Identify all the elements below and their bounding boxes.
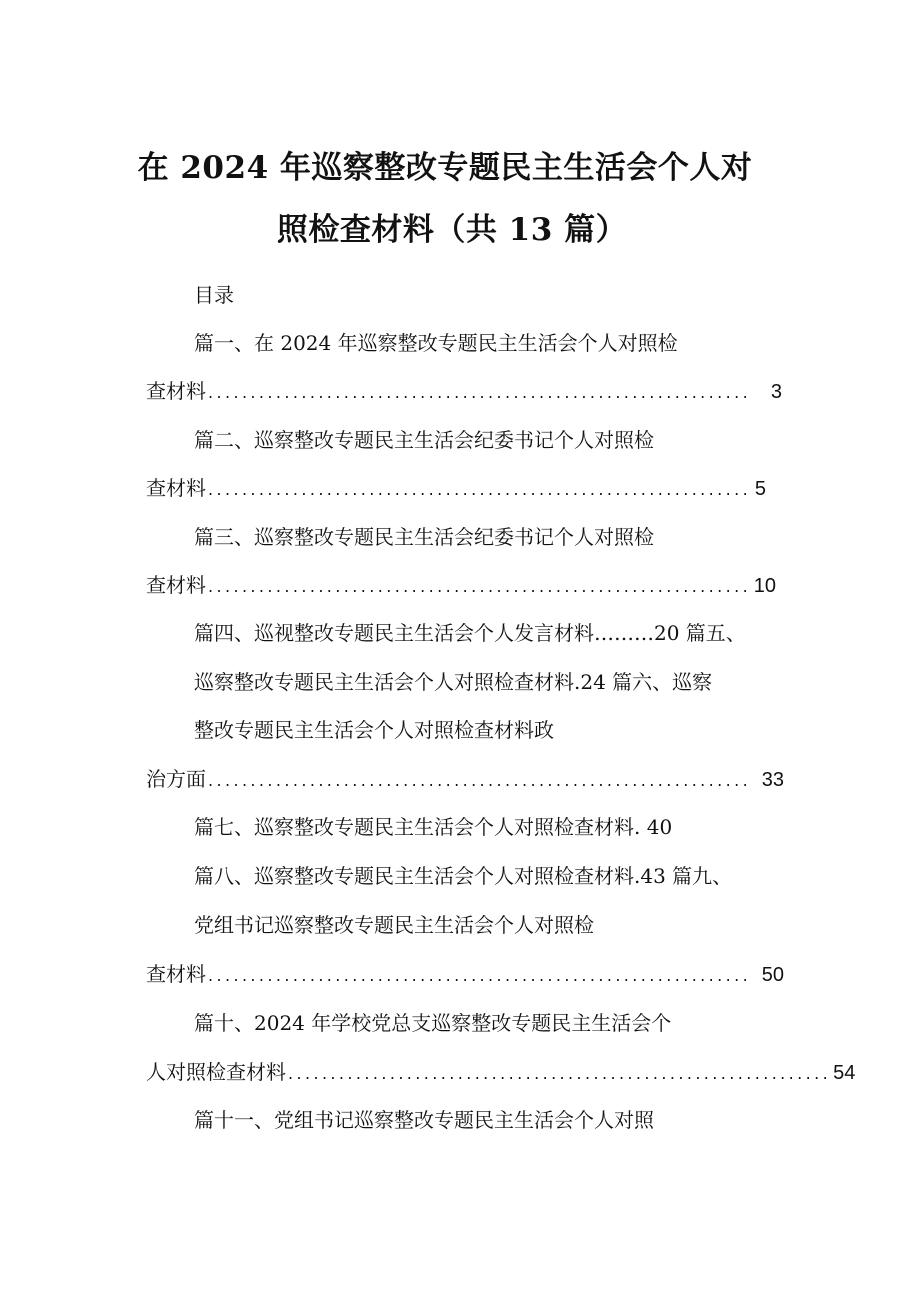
toc-entry-9-line-1: 党组书记巡察整改专题民主生活会个人对照检 bbox=[194, 913, 594, 937]
toc-entry-3-page: 10 bbox=[753, 575, 776, 597]
toc-entry-5-line-1: 巡察整改专题民主生活会个人对照检查材料.24 篇六、巡察 bbox=[194, 670, 713, 694]
document-title-line-1: 在 2024 年巡察整改专题民主生活会个人对 bbox=[137, 150, 753, 186]
toc-leader-dots: ................................................................ bbox=[208, 966, 752, 985]
toc-entry-9-text: 查材料 bbox=[146, 962, 206, 986]
toc-leader-dots: ................................................................ bbox=[288, 1064, 832, 1083]
toc-leader-dots: ................................................................ bbox=[208, 383, 752, 402]
toc-entry-1-line-2 bbox=[146, 378, 782, 406]
toc-entry-10-line-1: 篇十、2024 年学校党总支巡察整改专题民主生活会个 bbox=[194, 1011, 672, 1035]
toc-entry-2-text: 查材料 bbox=[146, 476, 206, 500]
toc-entry-2-line-2 bbox=[146, 475, 766, 503]
toc-entry-10-text: 人对照检查材料 bbox=[146, 1060, 286, 1084]
toc-entry-4-line-1: 篇四、巡视整改专题民主生活会个人发言材料………20 篇五、 bbox=[194, 621, 746, 645]
toc-entry-6-text: 治方面 bbox=[146, 767, 206, 791]
toc-entry-7-line-1: 篇七、巡察整改专题民主生活会个人对照检查材料. 40 bbox=[194, 815, 673, 839]
toc-entry-9-page: 50 bbox=[761, 964, 784, 986]
toc-entry-10-page: 54 bbox=[833, 1062, 856, 1084]
toc-entry-2-line-1: 篇二、巡察整改专题民主生活会纪委书记个人对照检 bbox=[194, 428, 654, 452]
toc-entry-8-line-1: 篇八、巡察整改专题民主生活会个人对照检查材料.43 篇九、 bbox=[194, 864, 733, 888]
toc-entry-9-line-2 bbox=[146, 961, 784, 989]
toc-entry-6-line-2 bbox=[146, 766, 784, 794]
toc-entry-3-line-1: 篇三、巡察整改专题民主生活会纪委书记个人对照检 bbox=[194, 525, 654, 549]
toc-leader-dots: ................................................................ bbox=[208, 480, 752, 499]
toc-entry-1-page: 3 bbox=[770, 381, 782, 403]
toc-heading: 目录 bbox=[194, 283, 234, 307]
toc-entry-6-page: 33 bbox=[761, 769, 784, 791]
toc-entry-10-line-2 bbox=[146, 1059, 856, 1087]
toc-entry-6-line-1: 整改专题民主生活会个人对照检查材料政 bbox=[194, 718, 554, 742]
toc-leader-dots: ................................................................ bbox=[208, 577, 752, 596]
toc-entry-1-line-1: 篇一、在 2024 年巡察整改专题民主生活会个人对照检 bbox=[194, 331, 678, 355]
toc-entry-1-text: 查材料 bbox=[146, 379, 206, 403]
document-title-line-2: 照检查材料（共 13 篇） bbox=[276, 212, 628, 248]
toc-leader-dots: ................................................................ bbox=[208, 771, 752, 790]
toc-entry-3-line-2 bbox=[146, 572, 776, 600]
toc-entry-2-page: 5 bbox=[754, 478, 766, 500]
toc-entry-3-text: 查材料 bbox=[146, 573, 206, 597]
toc-entry-11-line-1: 篇十一、党组书记巡察整改专题民主生活会个人对照 bbox=[194, 1108, 654, 1132]
